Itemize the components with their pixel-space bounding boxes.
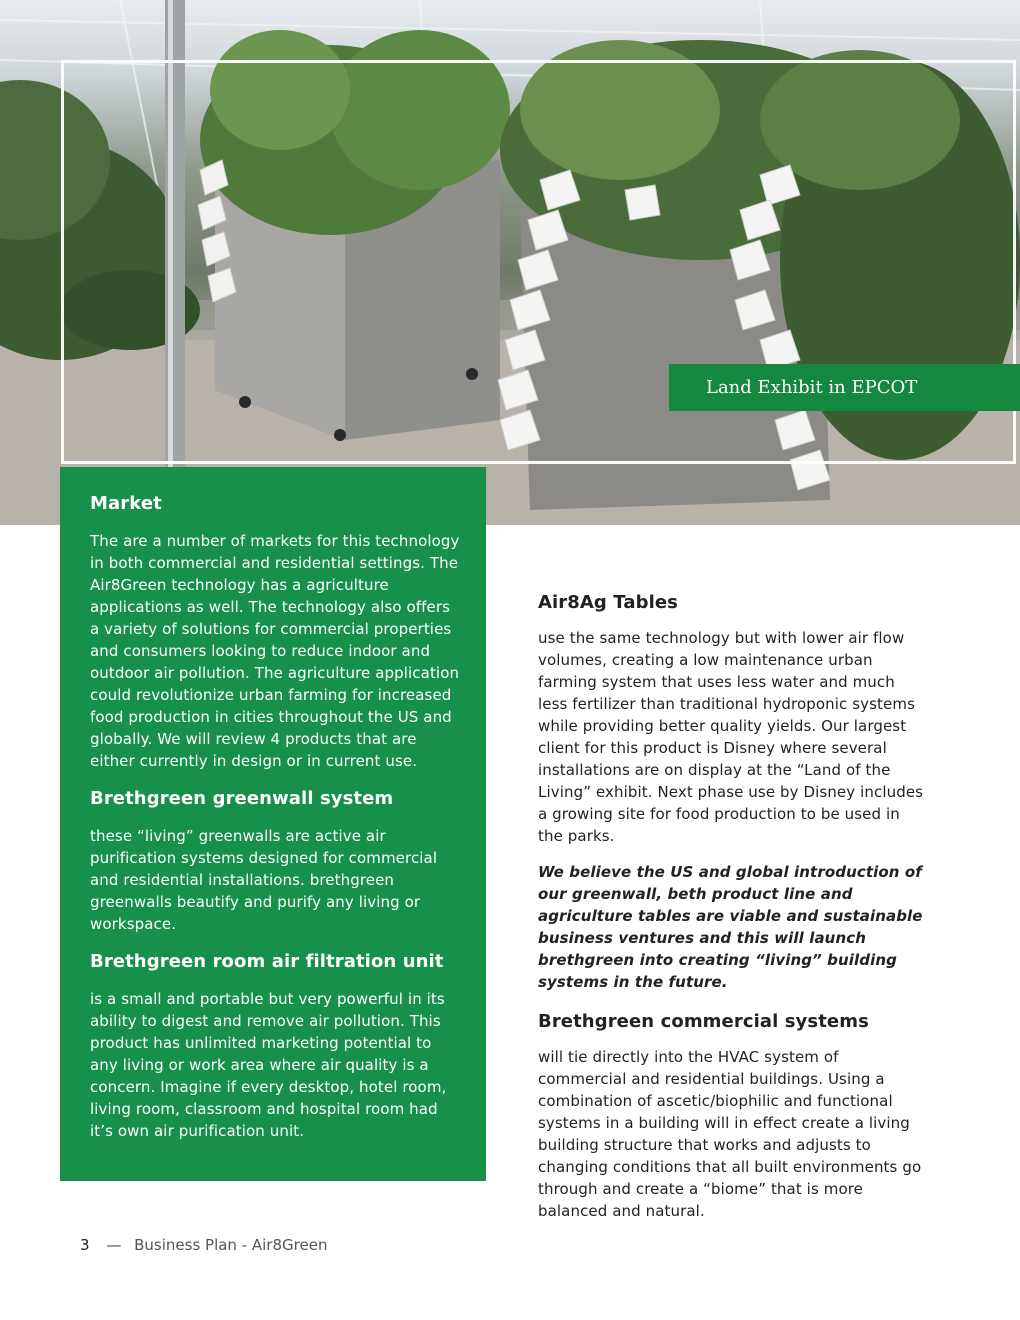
market-heading: Market: [90, 493, 162, 514]
photo-caption: Land Exhibit in EPCOT: [669, 364, 1020, 411]
greenwall-heading: Brethgreen greenwall system: [90, 788, 394, 809]
footer-separator: —: [106, 1236, 122, 1254]
market-paragraph: The are a number of markets for this technology in both commercial and residential settings. The Air8Green technology has a agriculture applications as well. The technology also offers a variety of solutions for commercial properties and consumers looking to reduce indoor and outdoor air pollution. The agriculture application could revolutionize urban farming for increased food production in cities throughout the US and globally. We will review 4 products that are either currently in design or in current use.: [90, 532, 460, 770]
right-column: [538, 592, 928, 1222]
filtration-unit-paragraph: is a small and portable but very powerful in its ability to digest and remove air pollution. This product has unlimited marketing potential to any living or work area where air quality is a concern. Imagine if every desktop, hotel room, living room, classroom and hospital room had it’s own air purification unit.: [90, 990, 447, 1140]
air8ag-paragraph: use the same technology but with lower air flow volumes, creating a low maintenance urban farming system that uses less water and much less fertilizer than traditional hydroponic systems while providing better quality yields. Our largest client for this product is Disney where several installations are on display at the “Land of the Living” exhibit. Next phase use by Disney includes a growing site for food production to be used in the parks.: [538, 629, 924, 845]
market-panel: [60, 467, 486, 1181]
header-photo: [0, 0, 1020, 525]
commercial-systems-heading: Brethgreen commercial systems: [538, 1011, 869, 1032]
air8ag-heading: Air8Ag Tables: [538, 592, 678, 613]
commercial-systems-paragraph: will tie directly into the HVAC system of commercial and residential buildings. Using a combination of ascetic/biophilic and functional systems in a building will in effect create a living building structure that works and adjusts to changing conditions that all built environments go through and create a “biome” that is more balanced and natural.: [538, 1048, 922, 1220]
filtration-unit-heading: Brethgreen room air filtration unit: [90, 951, 444, 972]
page-number: 3: [80, 1236, 90, 1254]
document-title: Business Plan - Air8Green: [134, 1236, 328, 1254]
greenwall-paragraph: these “living” greenwalls are active air purification systems designed for commercial and residential installations. brethgreen greenwalls beautify and purify any living or workspace.: [90, 827, 438, 933]
page-footer: [80, 1236, 327, 1254]
belief-statement: We believe the US and global introduction of our greenwall, beth product line and agriculture tables are viable and sustainable business ventures and this will launch brethgreen into creating “living” building systems in the future.: [538, 863, 923, 991]
